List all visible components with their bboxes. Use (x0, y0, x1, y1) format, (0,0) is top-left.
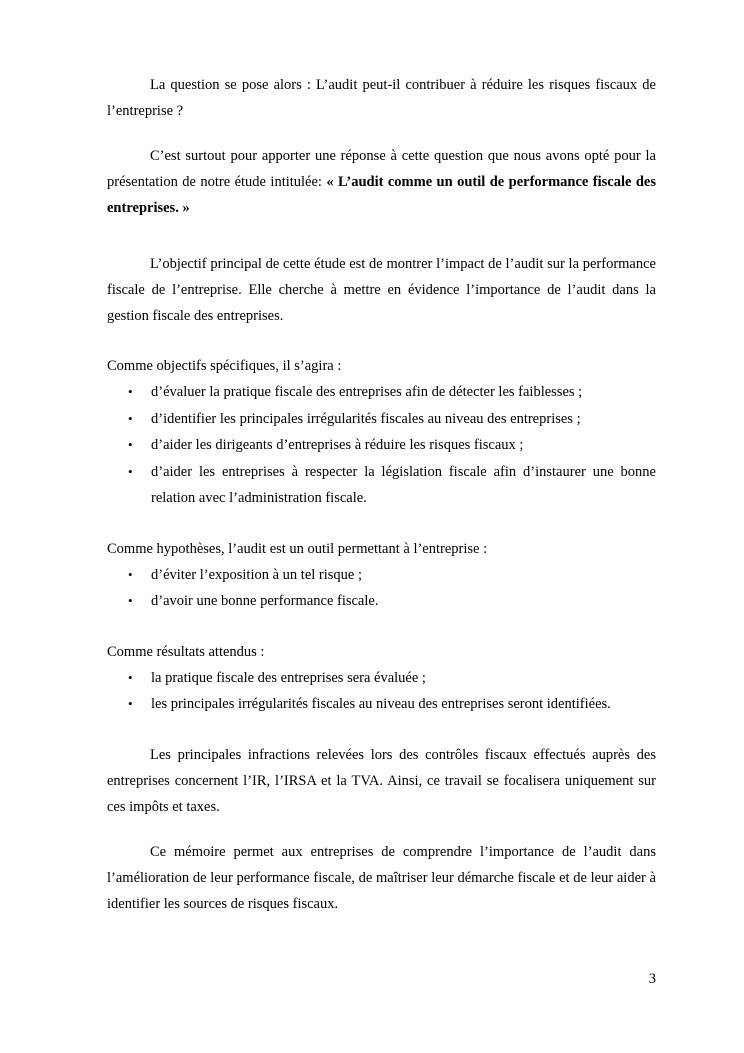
list-item-text: la pratique fiscale des entreprises sera évaluée ; (151, 669, 426, 686)
list-item (107, 379, 656, 406)
list-item-text: d’aider les entreprises à respecter la législation fiscale afin d’instaurer une bonne relation avec l’administration fiscale. (151, 463, 656, 506)
study-choice-text: C’est surtout pour apporter une réponse à cette question que nous avons opté pour la présentation de notre étude intitulée: (107, 148, 656, 190)
list-item-text: d’identifier les principales irrégularités fiscales au niveau des entreprises ; (151, 410, 581, 427)
list-item-text: les principales irrégularités fiscales au niveau des entreprises seront identifiées. (151, 696, 611, 712)
list-item (107, 691, 656, 718)
hypotheses-list (107, 562, 656, 615)
list-item-text: d’avoir une bonne performance fiscale. (151, 593, 379, 609)
list-item (107, 562, 656, 589)
bullet-icon: • (128, 593, 133, 608)
list-item (107, 665, 656, 692)
bullet-icon: • (128, 669, 133, 685)
bullet-icon: • (128, 384, 133, 399)
study-title: « L’audit comme un outil de performance fiscale des entreprises. » (107, 174, 656, 216)
list-item (107, 432, 656, 459)
bullet-icon: • (128, 566, 133, 582)
bullet-icon: • (128, 437, 133, 452)
paragraph-study-choice (107, 143, 656, 221)
list-item (107, 406, 656, 433)
objectives-list (107, 379, 656, 512)
results-heading: Comme résultats attendus : (107, 643, 265, 660)
list-item-text: d’aider les dirigeants d’entreprises à réduire les risques fiscaux ; (151, 437, 524, 453)
bullet-icon: • (128, 410, 133, 426)
document-page (107, 72, 656, 917)
paragraph-objective: L’objectif principal de cette étude est de montrer l’impact de l’audit sur la performance fiscale de l’entreprise. Elle cherche à mettre en évidence l’importance de l’audit dans la gestion fiscale des entreprises. (107, 256, 656, 324)
objectives-heading: Comme objectifs spécifiques, il s’agira : (107, 358, 342, 374)
paragraph-memoire: Ce mémoire permet aux entreprises de comprendre l’importance de l’audit dans l’amélioration de leur performance fiscale, de maîtriser leur démarche fiscale et de leur aider à identifier les sources de risques fiscaux. (107, 843, 656, 912)
list-item-text: d’éviter l’exposition à un tel risque ; (151, 566, 363, 583)
list-item-text: d’évaluer la pratique fiscale des entreprises afin de détecter les faiblesses ; (151, 384, 583, 400)
list-item (107, 459, 656, 512)
bullet-icon: • (128, 696, 133, 711)
paragraph-question: La question se pose alors : L’audit peut-il contribuer à réduire les risques fiscaux de l’entreprise ? (107, 77, 656, 119)
bullet-icon: • (128, 463, 133, 479)
hypotheses-heading: Comme hypothèses, l’audit est un outil permettant à l’entreprise : (107, 540, 488, 557)
page-number: 3 (648, 971, 656, 987)
list-item (107, 588, 656, 615)
paragraph-infractions: Les principales infractions relevées lors des contrôles fiscaux effectués auprès des entreprises concernent l’IR, l’IRSA et la TVA. Ainsi, ce travail se focalisera uniquement sur ces impôts et taxes. (107, 746, 656, 815)
results-list (107, 665, 656, 718)
